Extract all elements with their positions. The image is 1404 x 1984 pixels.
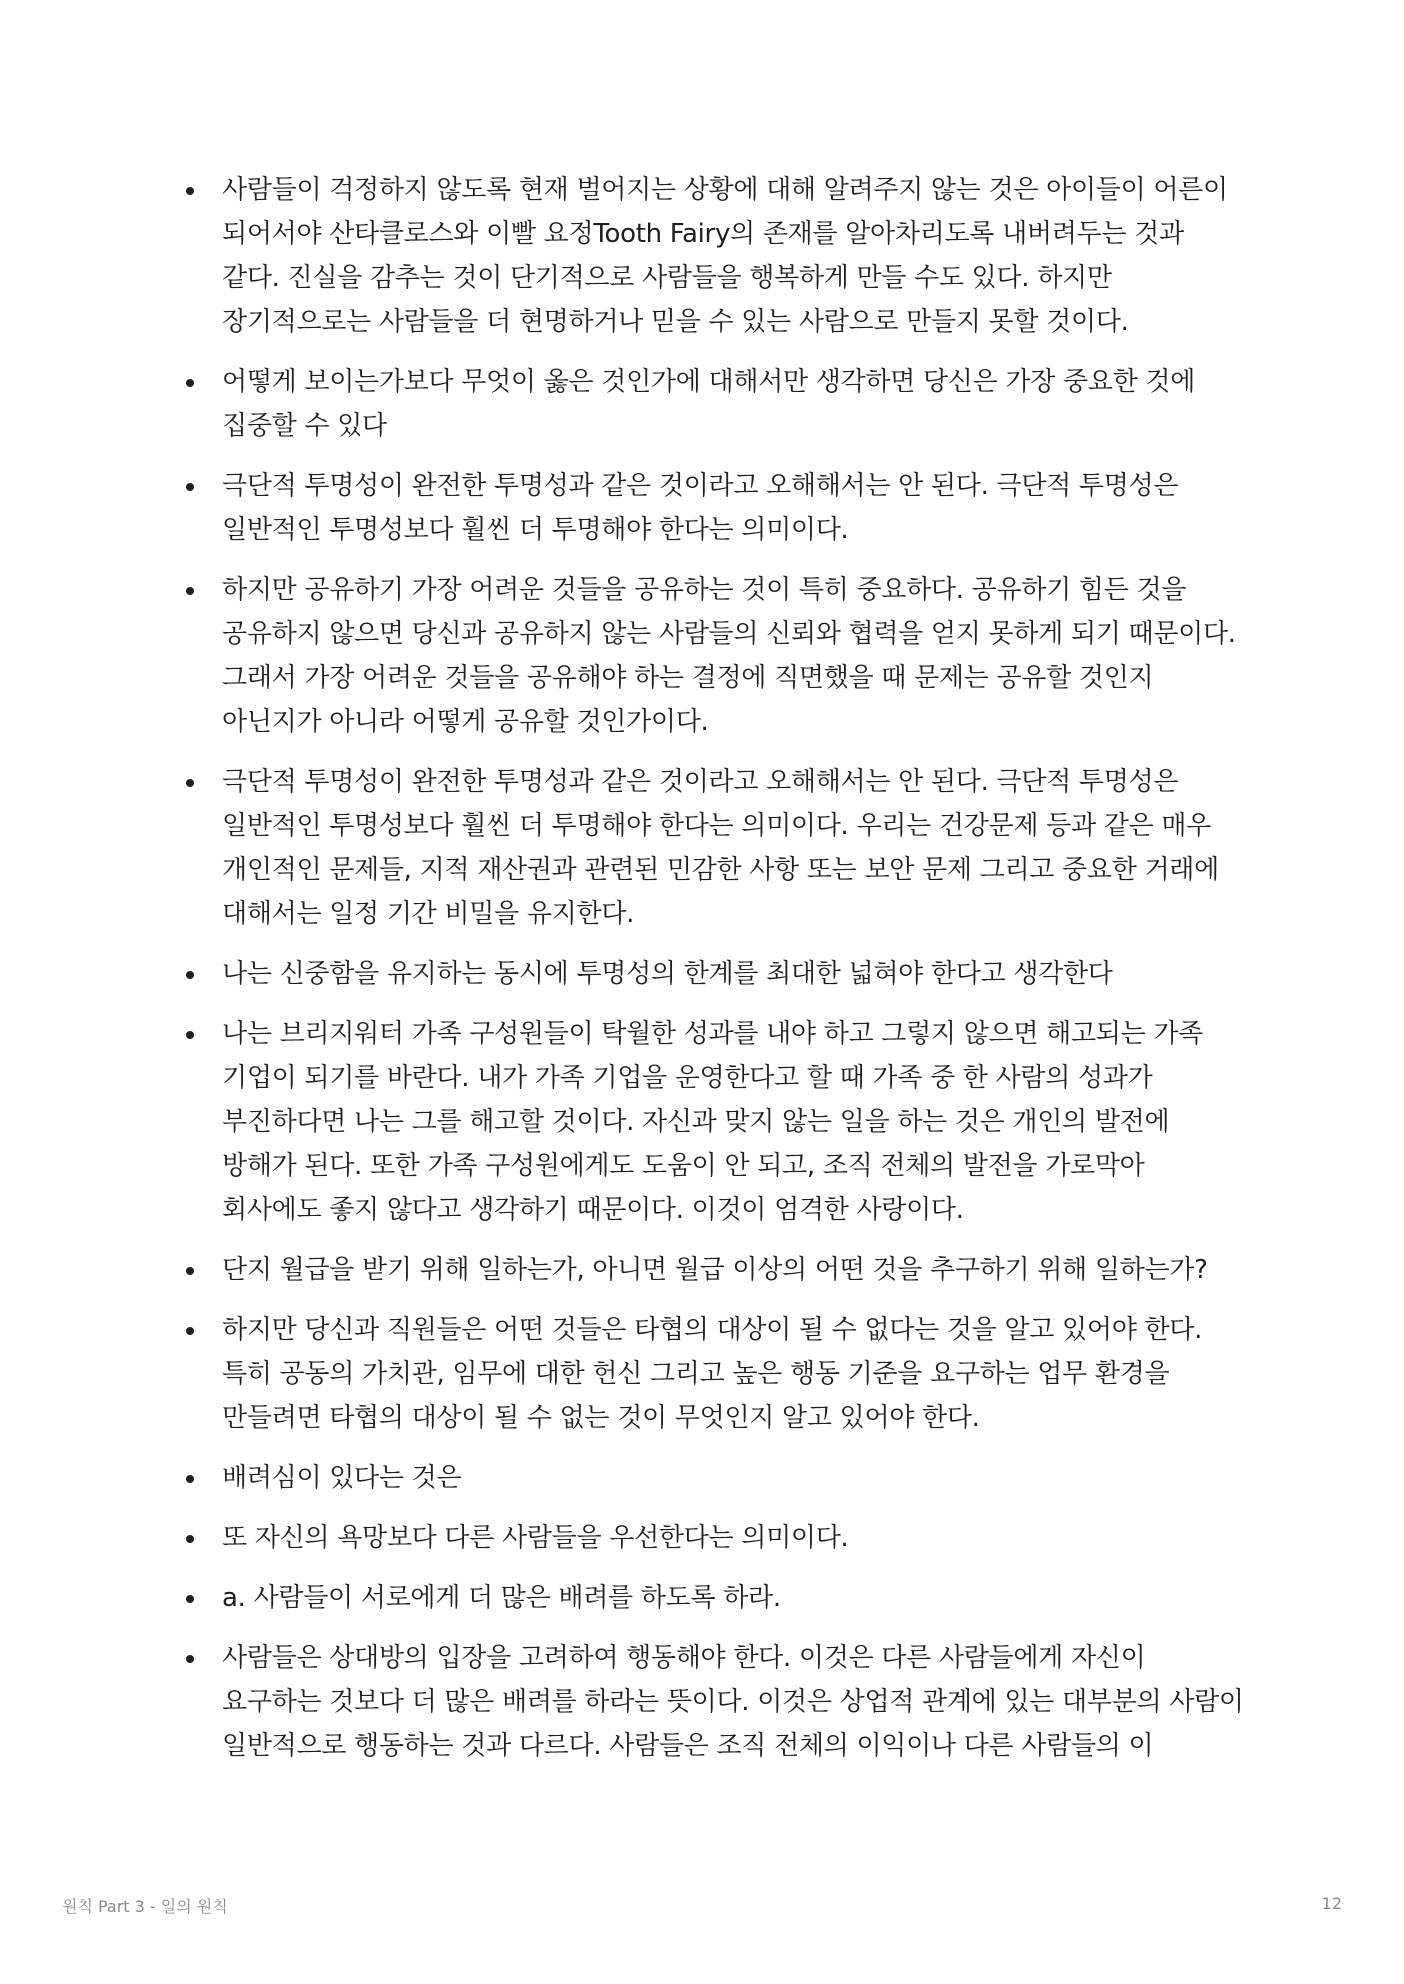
- bullet-text: 사람들은 상대방의 입장을 고려하여 행동해야 한다. 이것은 다른 사람들에게 자신이 요구하는 것보다 더 많은 배려를 하라는 뜻이다. 이것은 상업적 관계에 있는 대부분의 사람이 일반적으로 행동하는 것과 다르다. 사람들은 조직 전체의 이익이나 다른 사람들의 이: [222, 1643, 1244, 1761]
- bullet-dot-icon: [186, 779, 194, 787]
- page-number: 12: [1321, 1894, 1342, 1913]
- bullet-item: [186, 1516, 1246, 1560]
- bullet-dot-icon: [186, 483, 194, 491]
- bullet-dot-icon: [186, 1267, 194, 1275]
- footer-document-title: 원칙 Part 3 - 일의 원칙: [62, 1897, 228, 1916]
- bullet-text: 어떻게 보이는가보다 무엇이 옳은 것인가에 대해서만 생각하면 당신은 가장 중요한 것에 집중할 수 있다: [222, 367, 1196, 441]
- bullet-item: [186, 360, 1246, 448]
- bullet-text: 하지만 당신과 직원들은 어떤 것들은 타협의 대상이 될 수 없다는 것을 알고 있어야 한다. 특히 공동의 가치관, 임무에 대한 헌신 그리고 높은 행동 기준을 요구하는 업무 환경을 만들려면 타협의 대상이 될 수 없는 것이 무엇인지 알고 있어야 한다.: [222, 1315, 1203, 1433]
- bullet-item: [186, 464, 1246, 552]
- bullet-dot-icon: [186, 1595, 194, 1603]
- main-content: [186, 168, 1246, 1784]
- bullet-text: 극단적 투명성이 완전한 투명성과 같은 것이라고 오해해서는 안 된다. 극단적 투명성은 일반적인 투명성보다 훨씬 더 투명해야 한다는 의미이다. 우리는 건강문제 등과 같은 매우 개인적인 문제들, 지적 재산권과 관련된 민감한 사항 또는 보안 문제 그리고 중요한 거래에 대해서는 일정 기간 비밀을 유지한다.: [222, 767, 1219, 929]
- bullet-text: 나는 브리지워터 가족 구성원들이 탁월한 성과를 내야 하고 그렇지 않으면 해고되는 가족 기업이 되기를 바란다. 내가 가족 기업을 운영한다고 할 때 가족 중 한 사람의 성과가 부진하다면 나는 그를 해고할 것이다. 자신과 맞지 않는 일을 하는 것은 개인의 발전에 방해가 된다. 또한 가족 구성원에게도 도움이 안 되고, 조직 전체의 발전을 가로막아 회사에도 좋지 않다고 생각하기 때문이다. 이것이 엄격한 사랑이다.: [222, 1019, 1203, 1225]
- bullet-dot-icon: [186, 1327, 194, 1335]
- bullet-item: [186, 952, 1246, 996]
- bullet-dot-icon: [186, 187, 194, 195]
- bullet-item: [186, 1248, 1246, 1292]
- bullet-text: 하지만 공유하기 가장 어려운 것들을 공유하는 것이 특히 중요하다. 공유하기 힘든 것을 공유하지 않으면 당신과 공유하지 않는 사람들의 신뢰와 협력을 얻지 못하게 되기 때문이다. 그래서 가장 어려운 것들을 공유해야 하는 결정에 직면했을 때 문제는 공유할 것인지 아닌지가 아니라 어떻게 공유할 것인가이다.: [222, 575, 1236, 737]
- bullet-text: 극단적 투명성이 완전한 투명성과 같은 것이라고 오해해서는 안 된다. 극단적 투명성은 일반적인 투명성보다 훨씬 더 투명해야 한다는 의미이다.: [222, 471, 1179, 545]
- bullet-text: a. 사람들이 서로에게 더 많은 배려를 하도록 하라.: [222, 1583, 781, 1613]
- bullet-dot-icon: [186, 1475, 194, 1483]
- bullet-item: [186, 1012, 1246, 1232]
- bullet-text: 배려심이 있다는 것은: [222, 1463, 462, 1493]
- bullet-item: [186, 1456, 1246, 1500]
- bullet-item: [186, 568, 1246, 744]
- bullet-item: [186, 1308, 1246, 1440]
- bullet-text: 또 자신의 욕망보다 다른 사람들을 우선한다는 의미이다.: [222, 1523, 849, 1553]
- bullet-dot-icon: [186, 587, 194, 595]
- bullet-dot-icon: [186, 379, 194, 387]
- bullet-item: [186, 1636, 1246, 1768]
- bullet-dot-icon: [186, 1031, 194, 1039]
- bullet-item: [186, 760, 1246, 936]
- bullet-text: 사람들이 걱정하지 않도록 현재 벌어지는 상황에 대해 알려주지 않는 것은 아이들이 어른이 되어서야 산타클로스와 이빨 요정Tooth Fairy의 존재를 알아차리도록 내버려두는 것과 같다. 진실을 감추는 것이 단기적으로 사람들을 행복하게 만들 수도 있다. 하지만 장기적으로는 사람들을 더 현명하거나 믿을 수 있는 사람으로 만들지 못할 것이다.: [222, 175, 1228, 337]
- bullet-dot-icon: [186, 1655, 194, 1663]
- bullet-dot-icon: [186, 1535, 194, 1543]
- page-footer: [62, 1894, 1342, 1917]
- bullet-item: [186, 1576, 1246, 1620]
- bullet-text: 단지 월급을 받기 위해 일하는가, 아니면 월급 이상의 어떤 것을 추구하기 위해 일하는가?: [222, 1255, 1208, 1285]
- bullet-item: [186, 168, 1246, 344]
- bullet-text: 나는 신중함을 유지하는 동시에 투명성의 한계를 최대한 넓혀야 한다고 생각한다: [222, 959, 1113, 989]
- bullet-list: [186, 168, 1246, 1768]
- bullet-dot-icon: [186, 971, 194, 979]
